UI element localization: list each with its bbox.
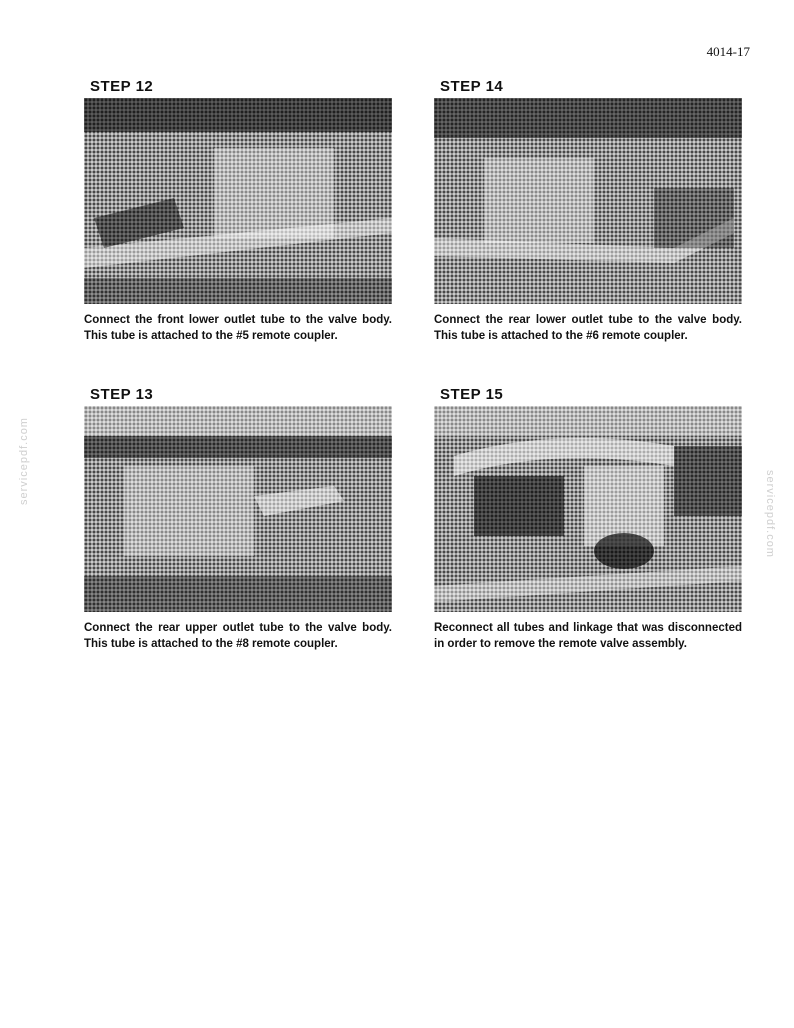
step-13-caption: Connect the rear upper outlet tube to the valve body. This tube is attached to the #8 remote coupler. <box>84 622 392 650</box>
tractor-remote-valve-photo-icon <box>434 406 742 612</box>
step-title: STEP 12 <box>90 78 154 95</box>
step-14-section <box>434 78 746 344</box>
step-title: STEP 15 <box>440 386 504 403</box>
step-12-photo <box>84 98 392 304</box>
step-title: STEP 13 <box>90 386 154 403</box>
watermark-left: servicepdf.com <box>18 417 30 505</box>
step-13-section <box>84 386 396 652</box>
tractor-remote-valve-photo-icon <box>434 98 742 304</box>
tractor-remote-valve-photo-icon <box>84 406 392 612</box>
step-15-section <box>434 386 746 652</box>
step-15-caption: Reconnect all tubes and linkage that was disconnected in order to remove the remote valve assembly. <box>434 622 742 650</box>
step-12-caption: Connect the front lower outlet tube to the valve body. This tube is attached to the #5 remote coupler. <box>84 314 392 342</box>
step-14-photo <box>434 98 742 304</box>
watermark-right: servicepdf.com <box>764 470 776 558</box>
step-12-section <box>84 78 396 344</box>
step-title: STEP 14 <box>440 78 504 95</box>
step-13-photo <box>84 406 392 612</box>
page-number: 4014-17 <box>706 44 750 59</box>
step-14-caption: Connect the rear lower outlet tube to the valve body. This tube is attached to the #6 remote coupler. <box>434 314 742 342</box>
step-15-photo <box>434 406 742 612</box>
tractor-remote-valve-photo-icon <box>84 98 392 304</box>
